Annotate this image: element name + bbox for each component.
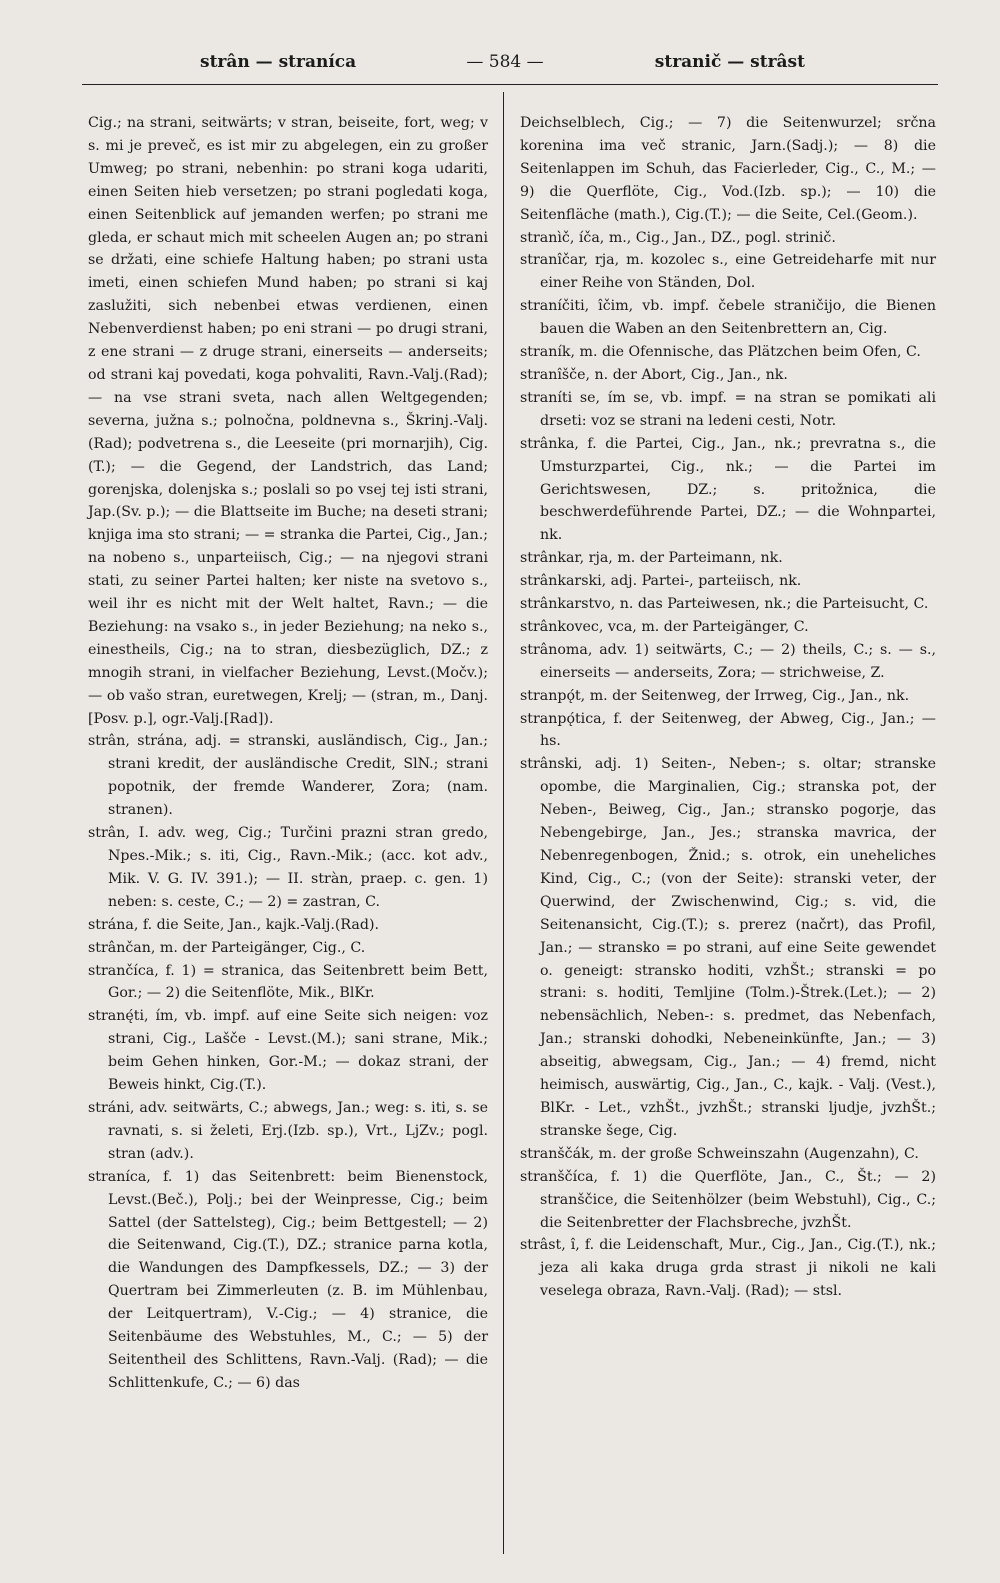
header-rule: [82, 84, 938, 85]
header-left-entry: strân — straníca: [200, 52, 357, 72]
dictionary-entry: strânkarstvo, n. das Parteiwesen, nk.; die Parteisucht, C.: [520, 596, 929, 613]
dictionary-entry: straník, m. die Ofennische, das Plätzchen beim Ofen, C.: [520, 344, 921, 361]
dictionary-entry: stranîšče, n. der Abort, Cig., Jan., nk.: [520, 366, 788, 383]
dictionary-entry: Cig.; na strani, seitwärts; v stran, beiseite, fort, weg; v s. mi je preveč, es ist mir zu abgelegen, ein zu großer Umweg; po strani, nebenhin: po strani koga udariti, einen Seiten hieb versetzen; po strani pogledati koga, einen Seitenblick auf jemanden werfen; po strani me gleda, er schaut mich mit scheelen Augen an; po strani se držati, eine schiefe Haltung haben; po strani usta imeti, einen schiefen Mund haben; po strani si kaj zaslužiti, sich nebenbei etwas verdienen, einen Nebenverdienst haben; po eni strani — po drugi strani, z ene strani — z druge strani, einerseits — anderseits; od strani kaj povedati, koga pohvaliti, Ravn.-Valj.(Rad); — na vse strani sveta, nach allen Weltgegenden; severna, južna s.; polnočna, poldnevna s., Škrinj.-Valj. (Rad); podvetrena s., die Leeseite (pri mornarjih), Cig.(T.); — die Gegend, der Landstrich, das Land; gorenjska, dolenjska s.; poslali so po vsej tej isti strani, Jap.(Sv. p.); — die Blattseite im Buche; na deseti strani; knjiga ima sto strani; — = stranka die Partei, Cig., Jan.; na nobeno s., unparteiisch, Cig.; — na njegovi strani stati, zu seiner Partei halten; ker niste na svetovo s., weil ihr es nicht mit der Welt haltet, Ravn.; — die Beziehung: na vsako s., in jeder Beziehung; na neko s., einestheils, Cig.; na to stran, diesbezüglich, DZ.; z mnogih strani, in vielfacher Beziehung, Levst.(Močv.); — ob vašo stran, euretwegen, Krelj; — (stran, m., Danj.[Posv. p.], ogr.-Valj.[Rad]).: [88, 115, 488, 727]
dictionary-entry: strančíca, f. 1) = stranica, das Seitenbrett beim Bett, Gor.; — 2) die Seitenflöte, Mik., BlKr.: [88, 962, 488, 1002]
dictionary-entry: strânčan, m. der Parteigänger, Cig., C.: [88, 939, 366, 956]
dictionary-entry: stráni, adv. seitwärts, C.; abwegs, Jan.; weg: s. iti, s. se ravnati, s. si želeti, Erj.(Izb. sp.), Vrt., LjZv.; pogl. stran (adv.).: [88, 1099, 488, 1162]
dictionary-entry: stranìč, íča, m., Cig., Jan., DZ., pogl. strinič.: [520, 229, 836, 246]
header-right-entry: stranič — strâst: [654, 52, 805, 72]
page-number: — 584 —: [466, 52, 544, 72]
column-divider: [503, 92, 504, 1554]
dictionary-entry: strána, f. die Seite, Jan., kajk.-Valj.(Rad).: [88, 916, 380, 933]
dictionary-entry: Deichselblech, Cig.; — 7) die Seitenwurzel; srčna korenina ima več stranic, Jarn.(Sadj.); — 8) die Seitenlappen im Schuh, das Facierleder, Cig., C., M.; — 9) die Querflöte, Cig., Vod.(Izb. sp.); — 10) die Seitenfläche (math.), Cig.(T.); — die Seite, Cel.(Geom.).: [520, 115, 936, 223]
dictionary-entry: straníca, f. 1) das Seitenbrett: beim Bienenstock, Levst.(Beč.), Polj.; bei der Weinpresse, Cig.; beim Sattel (der Sattelsteg), Cig.; beim Bettgestell; — 2) die Seitenwand, Cig.(T.), DZ.; stranice parna kotla, die Wandungen des Dampfkessels, DZ.; — 3) der Quertram bei Zimmerleuten (z. B. im Mühlenbau, der Leitquertram), V.-Cig.; — 4) stranice, die Seitenbäume des Webstuhles, M., C.; — 5) der Seitentheil des Schlittens, Ravn.-Valj. (Rad); — die Schlittenkufe, C.; — 6) das: [88, 1168, 488, 1391]
dictionary-entry: strânoma, adv. 1) seitwärts, C.; — 2) theils, C.; s. — s., einerseits — anderseits, Zora; — strichweise, Z.: [520, 641, 936, 681]
dictionary-entry: strânkovec, vca, m. der Parteigänger, C.: [520, 618, 809, 635]
dictionary-entry: strânkar, rja, m. der Parteimann, nk.: [520, 550, 783, 567]
right-column: [520, 112, 936, 1303]
dictionary-entry: stranîčar, rja, m. kozolec s., eine Getreideharfe mit nur einer Reihe von Ständen, Dol.: [520, 252, 936, 292]
dictionary-entry: strânkarski, adj. Partei-, parteiisch, nk.: [520, 573, 802, 590]
dictionary-entry: stranpǫ́tica, f. der Seitenweg, der Abweg, Cig., Jan.; — hs.: [520, 710, 936, 750]
dictionary-entry: strânka, f. die Partei, Cig., Jan., nk.; prevratna s., die Umsturzpartei, Cig., nk.; — die Partei im Gerichtswesen, DZ.; s. pritožnica, die beschwerdeführende Partei, DZ.; — die Wohnpartei, nk.: [520, 435, 936, 544]
dictionary-entry: stranę́ti, ím, vb. impf. auf eine Seite sich neigen: voz strani, Cig., Lašče - Levst.(M.); sani strane, Mik.; beim Gehen hinken, Gor.-M.; — dokaz strani, der Beweis hinkt, Cig.(T.).: [88, 1008, 488, 1094]
dictionary-entry: straníti se, ím se, vb. impf. = na stran se pomikati ali drseti: voz se strani na ledeni cesti, Notr.: [520, 389, 936, 429]
left-column: [88, 112, 488, 1395]
dictionary-entry: strân, I. adv. weg, Cig.; Turčini prazni stran gredo, Npes.-Mik.; s. iti, Cig., Ravn.-Mik.; (acc. kot adv., Mik. V. G. IV. 391.); — II. stràn, praep. c. gen. 1) neben: s. ceste, C.; — 2) = zastran, C.: [88, 825, 488, 910]
dictionary-entry: strâst, î, f. die Leidenschaft, Mur., Cig., Jan., Cig.(T.), nk.; jeza ali kaka druga grda strast ji nikoli ne kali veselega obraza, Ravn.-Valj. (Rad); — stsl.: [520, 1237, 936, 1300]
page-header: [70, 52, 940, 76]
dictionary-entry: strânski, adj. 1) Seiten-, Neben-; s. oltar; stranske opombe, die Marginalien, Cig.; stranska pot, der Neben-, Beiweg, Cig., Jan.; stransko pogorje, das Nebengebirge, Jan., Jes.; stranska mavrica, der Nebenregenbogen, Žnid.; s. otrok, ein uneheliches Kind, Cig., C.; (von der Seite): stranski veter, der Querwind, der Zwischenwind, Cig.; s. vid, die Seitenansicht, Cig.(T.); s. prerez (načrt), das Profil, Jan.; — stransko = po strani, auf eine Seite gewendet o. geneigt: stransko hoditi, vzhŠt.; stranski = po strani: s. hoditi, Temljine (Tolm.)-Štrek.(Let.); — 2) nebensächlich, Neben-: s. predmet, das Nebenfach, Jan.; stranski dohodki, Nebeneinkünfte, Jan.; — 3) abseitig, abwegsam, Cig., Jan.; — 4) fremd, nicht heimisch, auswärtig, Cig., Jan., C., kajk. - Valj. (Vest.), BlKr. - Let., vzhŠt., jvzhŠt.; stranski ljudje, jvzhŠt.; stranske šege, Cig.: [520, 756, 936, 1139]
dictionary-entry: stranščíca, f. 1) die Querflöte, Jan., C., Št.; — 2) stranščice, die Seitenhölzer (beim Webstuhl), Cig., C.; die Seitenbretter der Flachsbreche, jvzhŠt.: [520, 1168, 936, 1231]
dictionary-entry: strân, strána, adj. = stranski, ausländisch, Cig., Jan.; strani kredit, der ausländische Credit, SlN.; strani popotnik, der fremde Wanderer, Zora; (nam. stranen).: [88, 733, 488, 819]
dictionary-entry: stranpǫ́t, m. der Seitenweg, der Irrweg, Cig., Jan., nk.: [520, 687, 910, 704]
dictionary-entry: stranščák, m. der große Schweinszahn (Augenzahn), C.: [520, 1145, 919, 1162]
dictionary-entry: straníčiti, îčim, vb. impf. čebele straničijo, die Bienen bauen die Waben an den Seitenbrettern an, Cig.: [520, 298, 936, 338]
